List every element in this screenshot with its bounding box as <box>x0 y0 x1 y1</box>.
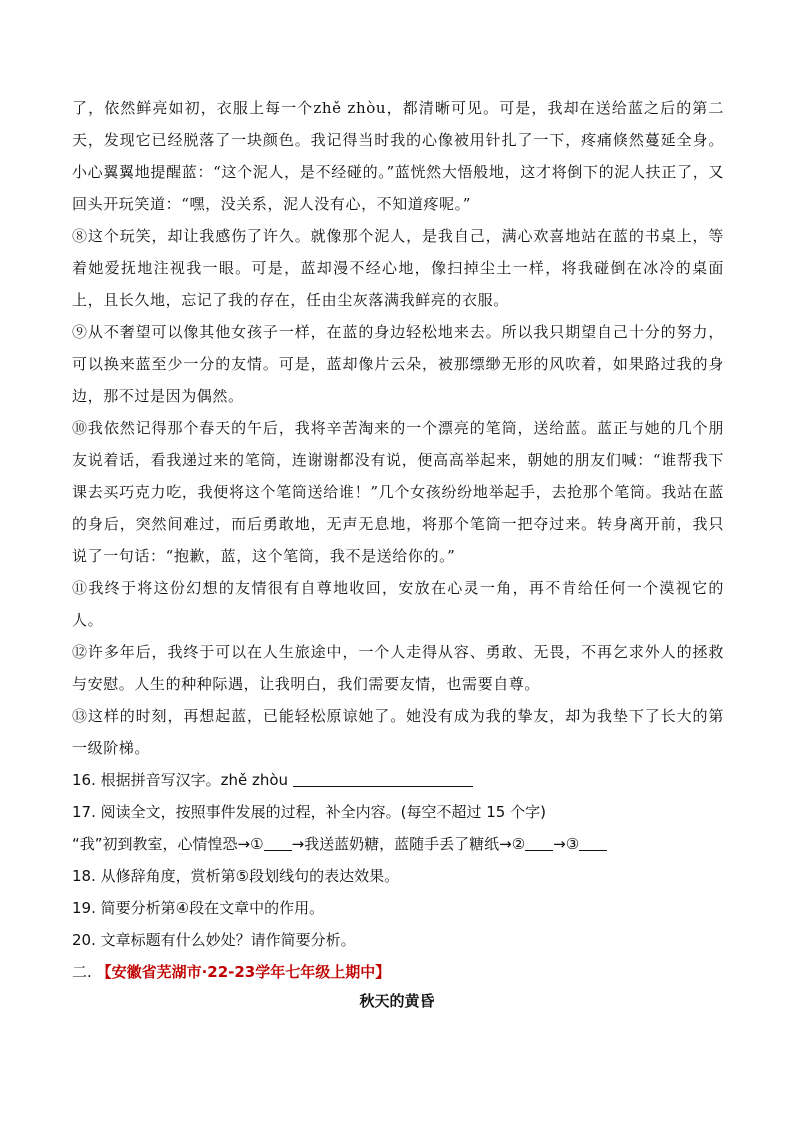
paragraph-10: ⑩我依然记得那个春天的午后，我将辛苦淘来的一个漂亮的笔筒，送给蓝。蓝正与她的几个朋友说着话，看我递过来的笔筒，连谢谢都没有说，便高高举起来，朝她的朋友们喊：“谁帮我下课去买巧克力吃，我便将这个笔筒送给谁！”几个女孩纷纷地举起手，去抢那个笔筒。我站在蓝的身后，突然间难过，而后勇敢地，无声无息地，将那个笔筒一把夺过来。转身离开前，我只说了一句话：“抱歉，蓝，这个笔筒，我不是送给你的。” <box>72 419 724 565</box>
section-heading <box>72 956 724 988</box>
question-19: 19. 简要分析第④段在文章中的作用。 <box>72 899 325 917</box>
question-17: 17. 阅读全文，按照事件发展的过程，补全内容。(每空不超过 15 个字) <box>72 803 546 821</box>
answer-blank-3[interactable] <box>579 834 607 851</box>
question-20: 20. 文章标题有什么妙处？请作简要分析。 <box>72 931 356 949</box>
section-source: 【安徽省芜湖市·22-23学年七年级上期中】 <box>96 963 391 981</box>
section-number: 二. <box>72 963 92 981</box>
answer-blank-2[interactable] <box>525 834 553 851</box>
questions-block <box>72 764 724 988</box>
paragraph-12: ⑫许多年后，我终于可以在人生旅途中，一个人走得从容、勇敢、无畏，不再乞求外人的拯救与安慰。人生的种种际遇，让我明白，我们需要友情，也需要自尊。 <box>72 643 724 693</box>
question-17-flow: “我”初到教室，心情惶恐→① →我送蓝奶糖，蓝随手丢了糖纸→② →③ <box>72 828 724 860</box>
answer-blank-1[interactable] <box>264 834 292 851</box>
paragraph-9: ⑨从不奢望可以像其他女孩子一样，在蓝的身边轻松地来去。所以我只期望自己十分的努力，可以换来蓝至少一分的友情。可是，蓝却像片云朵，被那缥缈无形的风吹着，如果路过我的身边，那不过是因为偶然。 <box>72 323 724 405</box>
answer-blank-16[interactable] <box>293 770 473 787</box>
next-passage-title: 秋天的黄昏 <box>359 992 435 1010</box>
paragraph-8: ⑧这个玩笑，却让我感伤了许久。就像那个泥人，是我自己，满心欢喜地站在蓝的书桌上，等着她爱抚地注视我一眼。可是，蓝却漫不经心地，像扫掉尘土一样，将我碰倒在冰冷的桌面上，且长久地，忘记了我的存在，任由尘灰落满我鲜亮的衣服。 <box>72 227 724 309</box>
passage-body <box>72 92 724 764</box>
question-18: 18. 从修辞角度，赏析第⑤段划线句的表达效果。 <box>72 867 400 885</box>
question-16: 16. 根据拼音写汉字。zhě zhòu <box>72 764 724 796</box>
paragraph-7-continued: 了，依然鲜亮如初，衣服上每一个zhě zhòu，都清晰可见。可是，我却在送给蓝之后的第二天，发现它已经脱落了一块颜色。我记得当时我的心像被用针扎了一下，疼痛倏然蔓延全身。小心翼翼地提醒蓝：“这个泥人，是不经碰的。”蓝恍然大悟般地，这才将倒下的泥人扶正了，又回头开玩笑道：“嘿，没关系，泥人没有心，不知道疼呢。” <box>72 99 724 213</box>
paragraph-13: ⑬这样的时刻，再想起蓝，已能轻松原谅她了。她没有成为我的挚友，却为我垫下了长大的第一级阶梯。 <box>72 707 724 757</box>
paragraph-11: ⑪我终于将这份幻想的友情很有自尊地收回，安放在心灵一角，再不肯给任何一个漠视它的人。 <box>72 579 724 629</box>
